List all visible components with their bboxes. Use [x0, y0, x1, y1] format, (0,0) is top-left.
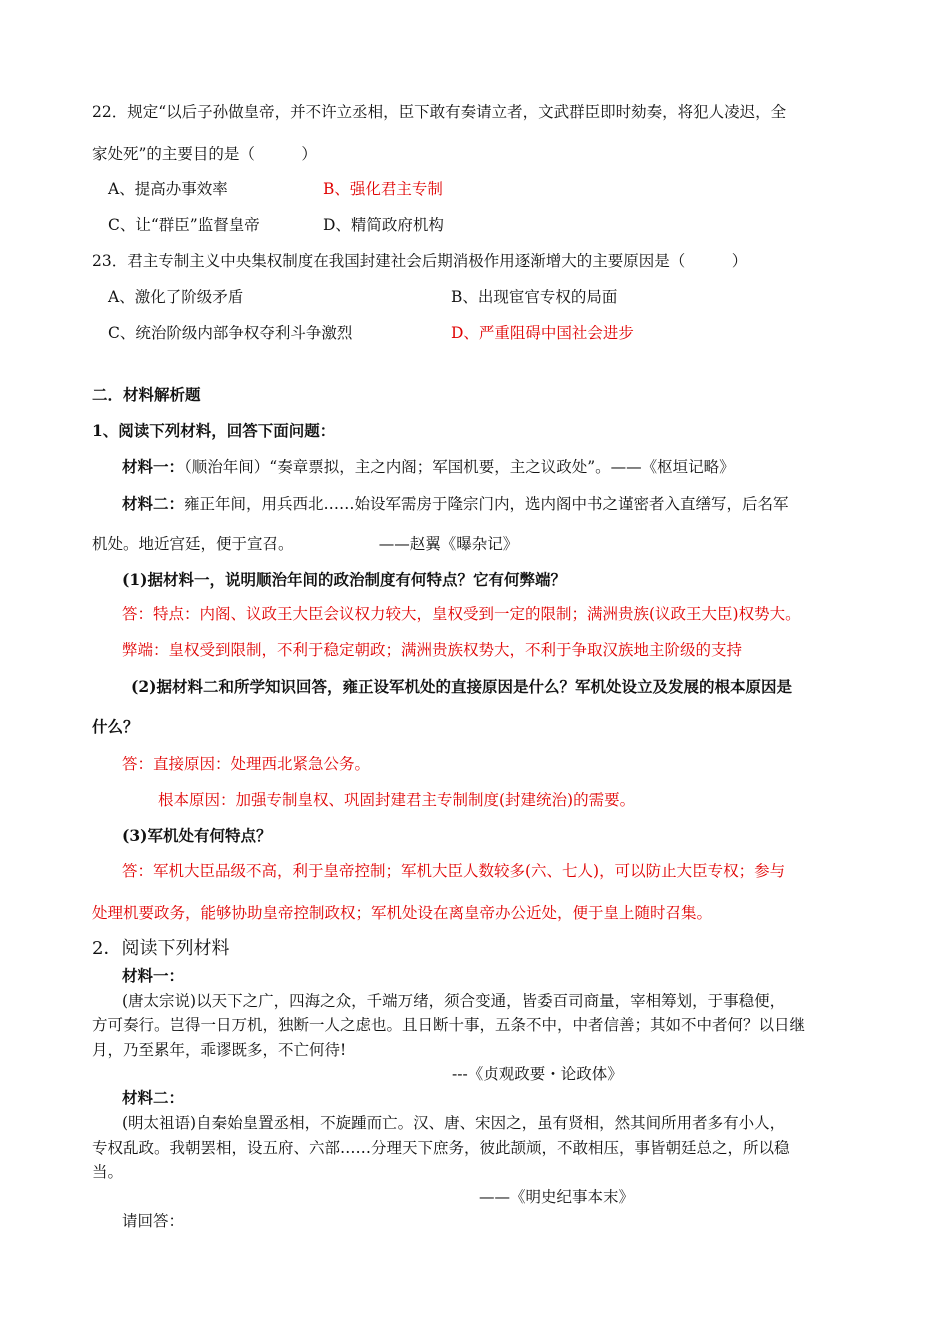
q22-option-a: A、提高办事效率	[108, 180, 228, 198]
q2-material1-line2: 方可奏行。岂得一日万机，独断一人之虑也。且日断十事，五条不中，中者信善；其如不中者何？以日继	[92, 1016, 806, 1034]
subquestion-1: (1)据材料一，说明顺治年间的政治制度有何特点？它有何弊端？	[122, 570, 566, 589]
q2-material1-source: ---《贞观政要・论政体》	[452, 1065, 623, 1083]
q22-stem-line1: 22．规定“以后子孙做皇帝，并不许立丞相，臣下敢有奏请立者，文武群臣即时劾奏，将犯人凌迟，全	[92, 103, 787, 121]
q1-title: 1、阅读下列材料，回答下面问题：	[92, 421, 336, 440]
q22-option-b-answer: B、强化君主专制	[323, 180, 443, 198]
q2-material2-source: ——《明史纪事本末》	[479, 1188, 635, 1206]
answer-2-line2: 根本原因：加强专制皇权、巩固封建君主专制制度(封建统治)的需要。	[158, 791, 636, 809]
subquestion-2-line2: 什么？	[92, 717, 139, 736]
q23-option-d-answer: D、严重阻碍中国社会进步	[451, 324, 634, 342]
q23-option-b: B、出现宦官专权的局面	[451, 288, 618, 306]
subquestion-3: (3)军机处有何特点？	[122, 826, 272, 845]
material2-line1	[122, 494, 789, 514]
material1-line	[122, 457, 735, 477]
q2-material1-label: 材料一：	[122, 966, 185, 985]
q22-stem-line2: 家处死”的主要目的是（ ）	[92, 145, 317, 163]
q23-option-c: C、统治阶级内部争权夺利斗争激烈	[108, 324, 353, 342]
material1-label: 材料一：	[122, 457, 185, 476]
answer-3-line1: 答：军机大臣品级不高，利于皇帝控制；军机大臣人数较多(六、七人)，可以防止大臣专权；参与	[122, 862, 786, 880]
q23-option-a: A、激化了阶级矛盾	[108, 288, 244, 306]
q2-material1-line3: 月，乃至累年，乖谬既多，不亡何待!	[92, 1041, 347, 1059]
q2-material2-line2: 专权乱政。我朝罢相，设五府、六部……分理天下庶务，彼此颉颃，不敢相压，事皆朝廷总之，所以稳	[92, 1139, 790, 1157]
q2-title: 2．阅读下列材料	[92, 938, 230, 959]
answer-3-line2: 处理机要政务，能够协助皇帝控制政权；军机处设在离皇帝办公近处，便于皇上随时召集。	[92, 904, 713, 922]
q2-material1-line1: (唐太宗说)以天下之广，四海之众，千端万绪，须合变通，皆委百司商量，宰相筹划，于事稳便，	[122, 992, 786, 1010]
material1-text: （顺治年间）“奏章票拟，主之内阁；军国机要，主之议政处”。——《枢垣记略》	[184, 458, 735, 476]
subquestion-2-line1: (2)据材料二和所学知识回答，雍正设军机处的直接原因是什么？军机处设立及发展的根本原因是	[131, 677, 792, 696]
answer-2-line1: 答：直接原因：处理西北紧急公务。	[122, 755, 371, 773]
q22-option-c: C、让“群臣”监督皇帝	[108, 216, 260, 234]
q2-material2-line3: 当。	[92, 1163, 124, 1181]
material2-text1: 雍正年间，用兵西北……始设军需房于隆宗门内，选内阁中书之谨密者入直缮写，后名军	[184, 495, 789, 513]
answer-1-line1: 答：特点：内阁、议政王大臣会议权力较大，皇权受到一定的限制；满洲贵族(议政王大臣)权势大。	[122, 605, 801, 623]
q22-option-d: D、精简政府机构	[323, 216, 444, 234]
q23-stem: 23．君主专制主义中央集权制度在我国封建社会后期消极作用逐渐增大的主要原因是（ ）	[92, 252, 748, 270]
section-heading: 二．材料解析题	[92, 385, 201, 404]
q2-prompt: 请回答：	[122, 1212, 185, 1230]
answer-1-line2: 弊端：皇权受到限制，不利于稳定朝政；满洲贵族权势大，不利于争取汉族地主阶级的支持	[122, 641, 743, 659]
q2-material2-label: 材料二：	[122, 1088, 185, 1107]
material2-label: 材料二：	[122, 494, 185, 513]
material2-line2: 机处。地近宫廷，便于宣召。 ——赵翼《曝杂记》	[92, 535, 519, 553]
q2-material2-line1: (明太祖语)自秦始皇置丞相，不旋踵而亡。汉、唐、宋因之，虽有贤相，然其间所用者多有小人，	[122, 1114, 786, 1132]
